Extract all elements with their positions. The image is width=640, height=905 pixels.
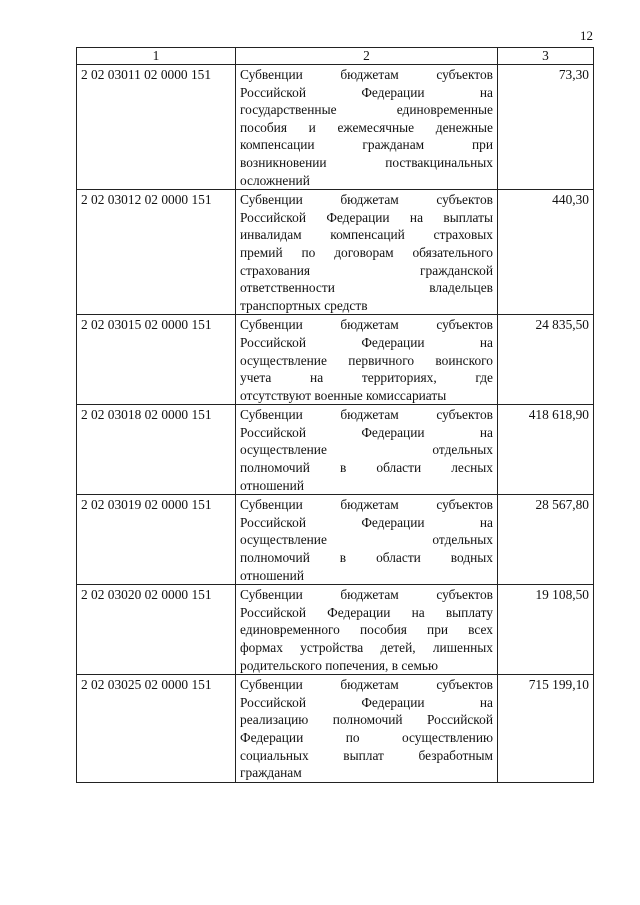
description-line: пособия и ежемесячные денежные <box>240 119 493 135</box>
description-line: транспортных средств <box>240 297 368 313</box>
description-line: полномочий в области водных <box>240 550 493 566</box>
description-line: отношений <box>240 567 304 583</box>
description-line: осуществление отдельных <box>240 442 493 458</box>
description-line: Российской Федерации на выплаты <box>240 209 493 225</box>
page-number: 12 <box>580 28 593 43</box>
budget-code-cell: 2 02 03018 02 0000 151 <box>77 405 236 495</box>
description-line: Российской Федерации на <box>240 694 493 710</box>
description-line: Российской Федерации на <box>240 84 493 100</box>
table-row <box>77 315 594 405</box>
description-line: Субвенции бюджетам субъектов <box>240 587 493 603</box>
table-row <box>77 585 594 675</box>
budget-code-cell: 2 02 03015 02 0000 151 <box>77 315 236 405</box>
description-line: Субвенции бюджетам субъектов <box>240 497 493 513</box>
description-cell <box>236 65 498 190</box>
budget-table <box>76 47 594 783</box>
description-line: Российской Федерации на <box>240 334 493 350</box>
description-line: Российской Федерации на <box>240 424 493 440</box>
table-row <box>77 675 594 783</box>
amount-cell: 418 618,90 <box>498 405 594 495</box>
table-body <box>77 65 594 783</box>
description-cell <box>236 315 498 405</box>
amount-cell: 19 108,50 <box>498 585 594 675</box>
description-line: социальных выплат безработным <box>240 747 493 763</box>
description-line: премий по договорам обязательного <box>240 244 493 260</box>
header-col-2: 2 <box>236 48 498 65</box>
description-cell <box>236 585 498 675</box>
header-col-1: 1 <box>77 48 236 65</box>
description-cell <box>236 675 498 783</box>
description-line: государственные единовременные <box>240 102 493 118</box>
description-line: учета на территориях, где <box>240 370 493 386</box>
budget-code-cell: 2 02 03019 02 0000 151 <box>77 495 236 585</box>
description-line: компенсации гражданам при <box>240 137 493 153</box>
table-header-row <box>77 48 594 65</box>
description-line: гражданам <box>240 765 302 781</box>
description-line: возникновении поствакцинальных <box>240 154 493 170</box>
description-line: Субвенции бюджетам субъектов <box>240 67 493 82</box>
description-line: единовременного пособия при всех <box>240 622 493 638</box>
table-row <box>77 495 594 585</box>
table-row <box>77 190 594 315</box>
description-line: страхования гражданской <box>240 262 493 278</box>
amount-cell: 24 835,50 <box>498 315 594 405</box>
description-line: формах устройства детей, лишенных <box>240 640 493 655</box>
description-line: Субвенции бюджетам субъектов <box>240 192 493 208</box>
description-line: Федерации по осуществлению <box>240 729 493 745</box>
description-cell <box>236 495 498 585</box>
description-line: ответственности владельцев <box>240 280 493 296</box>
header-col-3: 3 <box>498 48 594 65</box>
description-line: Субвенции бюджетам субъектов <box>240 407 493 423</box>
description-line: Российской Федерации на <box>240 514 493 530</box>
description-line: Субвенции бюджетам субъектов <box>240 317 493 333</box>
description-cell <box>236 405 498 495</box>
description-line: инвалидам компенсаций страховых <box>240 227 493 243</box>
amount-cell: 73,30 <box>498 65 594 190</box>
table-row <box>77 65 594 190</box>
description-line: отношений <box>240 477 304 493</box>
budget-code-cell: 2 02 03011 02 0000 151 <box>77 65 236 190</box>
description-line: Субвенции бюджетам субъектов <box>240 677 493 693</box>
description-line: осуществление первичного воинского <box>240 352 493 368</box>
budget-code-cell: 2 02 03012 02 0000 151 <box>77 190 236 315</box>
description-line: осложнений <box>240 172 310 188</box>
budget-code-cell: 2 02 03020 02 0000 151 <box>77 585 236 675</box>
amount-cell: 440,30 <box>498 190 594 315</box>
table-row <box>77 405 594 495</box>
description-line: осуществление отдельных <box>240 532 493 548</box>
budget-code-cell: 2 02 03025 02 0000 151 <box>77 675 236 783</box>
amount-cell: 715 199,10 <box>498 675 594 783</box>
description-line: родительского попечения, в семью <box>240 657 439 673</box>
amount-cell: 28 567,80 <box>498 495 594 585</box>
description-line: Российской Федерации на выплату <box>240 604 493 620</box>
description-line: отсутствуют военные комиссариаты <box>240 387 447 403</box>
description-line: реализацию полномочий Российской <box>240 712 493 728</box>
description-cell <box>236 190 498 315</box>
description-line: полномочий в области лесных <box>240 460 493 476</box>
